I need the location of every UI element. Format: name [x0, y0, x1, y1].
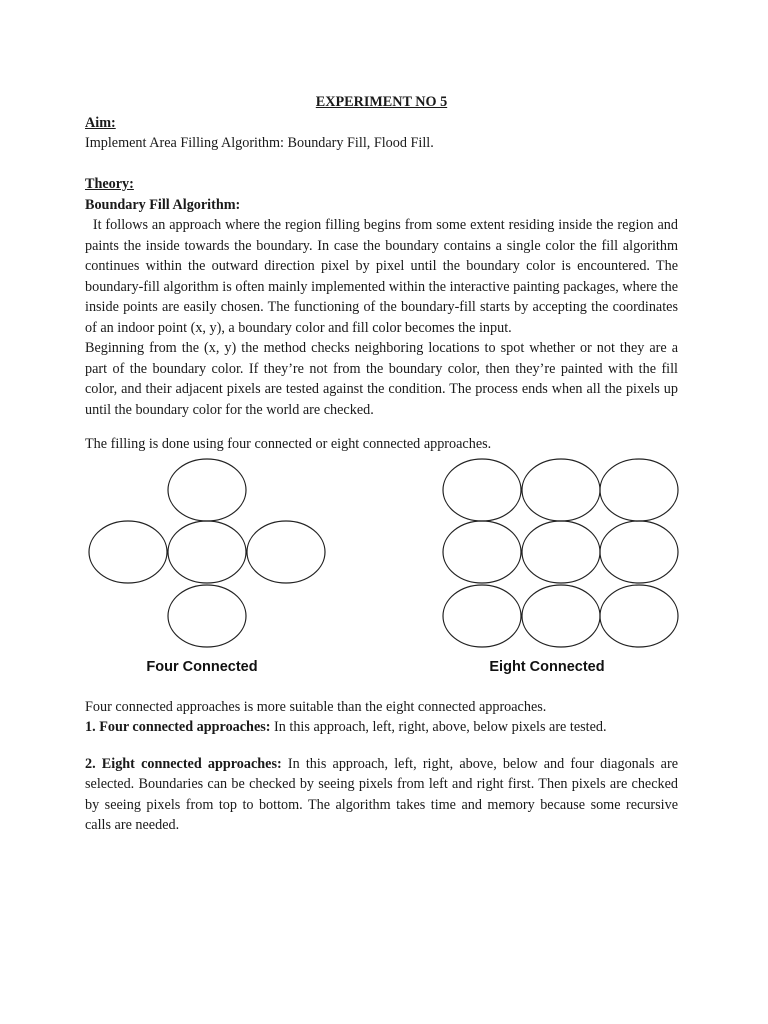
list-item-label: 2. Eight connected approaches:: [85, 755, 282, 772]
four-connected-right-circle: [247, 521, 325, 583]
aim-heading: Aim:: [85, 114, 116, 131]
eight-connected-circle: [443, 521, 521, 583]
list-item-text: In this approach, left, right, above, below pixels are tested.: [270, 719, 607, 735]
list-item-eight-connected: [85, 754, 678, 836]
eight-connected-circle: [600, 521, 678, 583]
eight-connected-label: Eight Connected: [489, 658, 605, 675]
four-connected-diagram: [89, 459, 325, 647]
four-connected-bottom-circle: [168, 585, 246, 647]
eight-connected-circle: [443, 459, 521, 521]
connectivity-figures: [85, 455, 678, 683]
paragraph-comparison: Four connected approaches is more suitable than the eight connected approaches.: [85, 698, 547, 715]
list-item-text: In this approach, left, right, above, below and four diagonals are selected. Boundaries can be checked by seeing pixels from left and right first. Then pixels are checked by seeing pixels from top to bottom. The algorithm takes time and memory because some recursive calls are needed.: [85, 755, 678, 833]
theory-heading: Theory:: [85, 176, 134, 192]
eight-connected-circle: [443, 585, 521, 647]
paragraph-boundary-fill-process: Beginning from the (x, y) the method checks neighboring locations to spot whether or not they are a part of the boundary color. If they’re not from the boundary color, then they’re painted with the fill color, and their adjacent pixels are tested against the condition. The process ends when all the pixels up until the boundary color for the world are checked.: [85, 340, 678, 418]
aim-text: Implement Area Filling Algorithm: Boundary Fill, Flood Fill.: [85, 135, 434, 151]
document-page: [85, 92, 682, 836]
eight-connected-circle: [522, 585, 600, 647]
eight-connected-circle: [600, 585, 678, 647]
paragraph-filling-approaches: The filling is done using four connected or eight connected approaches.: [85, 436, 492, 452]
eight-connected-diagram: [443, 459, 678, 647]
four-connected-center-circle: [168, 521, 246, 583]
connectivity-diagram: [0, 455, 768, 683]
eight-connected-circle: [600, 459, 678, 521]
four-connected-left-circle: [89, 521, 167, 583]
list-item-four-connected: [85, 717, 678, 738]
experiment-title: EXPERIMENT NO 5: [315, 94, 448, 110]
list-item-label: 1. Four connected approaches:: [85, 719, 271, 735]
eight-connected-circle: [522, 521, 600, 583]
four-connected-label: Four Connected: [146, 658, 258, 675]
paragraph-boundary-fill-intro: It follows an approach where the region filling begins from some extent residing inside the region and paints the inside towards the boundary. In case the boundary contains a single color the fill algorithm continues within the outward direction pixel by pixel until the boundary color is encountered. The boundary-fill algorithm is often mainly implemented within the interactive painting packages, where the inside points are easily chosen. The functioning of the boundary-fill starts by accepting the coordinates of an indoor point (x, y), a boundary color and fill color becomes the input.: [85, 217, 682, 336]
four-connected-top-circle: [168, 459, 246, 521]
boundary-fill-heading: Boundary Fill Algorithm:: [85, 196, 241, 213]
eight-connected-circle: [522, 459, 600, 521]
